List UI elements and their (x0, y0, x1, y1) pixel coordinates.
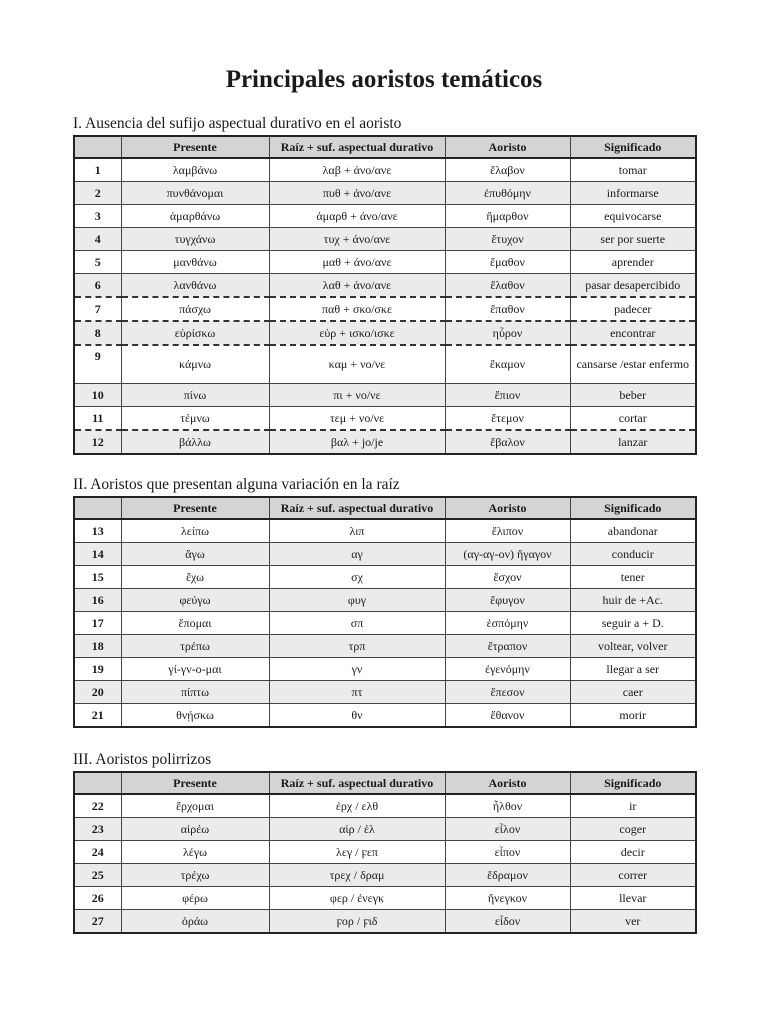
significado-cell: llevar (570, 887, 696, 910)
raiz-cell: τυχ + άνο/ανε (269, 228, 445, 251)
significado-cell: equivocarse (570, 205, 696, 228)
presente-cell: βάλλω (121, 430, 269, 454)
presente-cell: ἔρχομαι (121, 794, 269, 818)
significado-cell: voltear, volver (570, 635, 696, 658)
row-number: 5 (74, 251, 121, 274)
raiz-cell: λιπ (269, 519, 445, 543)
aoristo-cell: ἥμαρθον (445, 205, 570, 228)
row-number: 23 (74, 818, 121, 841)
raiz-cell: παθ + σκο/σκε (269, 297, 445, 321)
aoristo-cell: ἔτυχον (445, 228, 570, 251)
presente-cell: τρέχω (121, 864, 269, 887)
aoristo-cell: ἔβαλον (445, 430, 570, 454)
raiz-cell: βαλ + jo/je (269, 430, 445, 454)
raiz-cell: γν (269, 658, 445, 681)
raiz-cell: φυγ (269, 589, 445, 612)
row-number: 22 (74, 794, 121, 818)
significado-cell: llegar a ser (570, 658, 696, 681)
table-row (74, 251, 696, 274)
significado-cell: beber (570, 384, 696, 407)
table-row (74, 182, 696, 205)
row-number: 15 (74, 566, 121, 589)
aoristo-cell: ἤνεγκον (445, 887, 570, 910)
header-significado: Significado (570, 497, 696, 519)
aoristo-cell: ἔδραμον (445, 864, 570, 887)
presente-cell: πυνθάνομαι (121, 182, 269, 205)
aoristo-cell: ἔλαβον (445, 158, 570, 182)
presente-cell: ὁράω (121, 910, 269, 934)
presente-cell: ἕπομαι (121, 612, 269, 635)
header-aoristo: Aoristo (445, 497, 570, 519)
aoristo-cell: ἔτραπον (445, 635, 570, 658)
table-row (74, 704, 696, 728)
table-row (74, 345, 696, 384)
raiz-cell: σπ (269, 612, 445, 635)
table-row (74, 864, 696, 887)
header-presente: Presente (121, 497, 269, 519)
table-row (74, 430, 696, 454)
presente-cell: πάσχω (121, 297, 269, 321)
raiz-cell: πι + νο/νε (269, 384, 445, 407)
aoristo-cell: (αγ-αγ-ον) ἤγαγον (445, 543, 570, 566)
header-significado: Significado (570, 136, 696, 158)
row-number: 1 (74, 158, 121, 182)
aoristo-cell: ἔμαθον (445, 251, 570, 274)
significado-cell: tener (570, 566, 696, 589)
table-row (74, 635, 696, 658)
significado-cell: conducir (570, 543, 696, 566)
significado-cell: ser por suerte (570, 228, 696, 251)
aoristo-cell: ἔτεμον (445, 407, 570, 431)
row-number: 3 (74, 205, 121, 228)
aoristo-cell: ἔπαθον (445, 297, 570, 321)
significado-cell: padecer (570, 297, 696, 321)
significado-cell: coger (570, 818, 696, 841)
header-number (74, 772, 121, 794)
table-row (74, 228, 696, 251)
row-number: 2 (74, 182, 121, 205)
aoristo-cell: εἶπον (445, 841, 570, 864)
aorist-table (73, 771, 697, 934)
significado-cell: seguir a + D. (570, 612, 696, 635)
presente-cell: λέγω (121, 841, 269, 864)
table-row (74, 658, 696, 681)
aoristo-cell: ἦλθον (445, 794, 570, 818)
presente-cell: αἱρέω (121, 818, 269, 841)
header-raiz: Raíz + suf. aspectual durativo (269, 772, 445, 794)
row-number: 19 (74, 658, 121, 681)
table-row (74, 297, 696, 321)
table-body (74, 519, 696, 727)
significado-cell: morir (570, 704, 696, 728)
significado-cell: ir (570, 794, 696, 818)
table-row (74, 910, 696, 934)
header-aoristo: Aoristo (445, 772, 570, 794)
header-number (74, 136, 121, 158)
section-1 (73, 114, 695, 455)
aoristo-cell: ἐπυθόμην (445, 182, 570, 205)
table-header-row (74, 497, 696, 519)
raiz-cell: αγ (269, 543, 445, 566)
presente-cell: φεύγω (121, 589, 269, 612)
row-number: 11 (74, 407, 121, 431)
header-raiz: Raíz + suf. aspectual durativo (269, 136, 445, 158)
raiz-cell: καμ + νο/νε (269, 345, 445, 384)
raiz-cell: λεγ / ϝεπ (269, 841, 445, 864)
aoristo-cell: εἶδον (445, 910, 570, 934)
row-number: 16 (74, 589, 121, 612)
significado-cell: informarse (570, 182, 696, 205)
raiz-cell: εὑρ + ισκο/ισκε (269, 321, 445, 345)
significado-cell: aprender (570, 251, 696, 274)
aorist-table (73, 135, 697, 455)
row-number: 7 (74, 297, 121, 321)
raiz-cell: πτ (269, 681, 445, 704)
table-row (74, 274, 696, 298)
aoristo-cell: ἔφυγον (445, 589, 570, 612)
presente-cell: πίνω (121, 384, 269, 407)
section-heading: I. Ausencia del sufijo aspectual durativo en el aoristo (73, 115, 402, 132)
table-row (74, 407, 696, 431)
presente-cell: ἔχω (121, 566, 269, 589)
aorist-table (73, 496, 697, 728)
presente-cell: γί-γν-ο-μαι (121, 658, 269, 681)
presente-cell: πίπτω (121, 681, 269, 704)
table-row (74, 205, 696, 228)
aoristo-cell: ἑσπόμην (445, 612, 570, 635)
row-number: 25 (74, 864, 121, 887)
row-number: 8 (74, 321, 121, 345)
table-row (74, 818, 696, 841)
table-row (74, 841, 696, 864)
header-raiz: Raíz + suf. aspectual durativo (269, 497, 445, 519)
raiz-cell: πυθ + άνο/ανε (269, 182, 445, 205)
aoristo-cell: ἔπεσον (445, 681, 570, 704)
significado-cell: huir de +Ac. (570, 589, 696, 612)
significado-cell: abandonar (570, 519, 696, 543)
table-row (74, 519, 696, 543)
row-number: 18 (74, 635, 121, 658)
significado-cell: decir (570, 841, 696, 864)
row-number: 13 (74, 519, 121, 543)
table-row (74, 794, 696, 818)
presente-cell: εὑρίσκω (121, 321, 269, 345)
presente-cell: τρέπω (121, 635, 269, 658)
raiz-cell: τρπ (269, 635, 445, 658)
table-row (74, 887, 696, 910)
table-row (74, 612, 696, 635)
significado-cell: lanzar (570, 430, 696, 454)
table-row (74, 384, 696, 407)
significado-cell: correr (570, 864, 696, 887)
aoristo-cell: ἐγενόμην (445, 658, 570, 681)
row-number: 10 (74, 384, 121, 407)
row-number: 14 (74, 543, 121, 566)
presente-cell: λείπω (121, 519, 269, 543)
raiz-cell: σχ (269, 566, 445, 589)
aoristo-cell: ἔσχον (445, 566, 570, 589)
header-number (74, 497, 121, 519)
raiz-cell: θν (269, 704, 445, 728)
significado-cell: tomar (570, 158, 696, 182)
section-heading: III. Aoristos polirrizos (73, 751, 212, 768)
aoristo-cell: ηὗρον (445, 321, 570, 345)
section-2 (73, 475, 695, 728)
table-row (74, 543, 696, 566)
significado-cell: pasar desapercibido (570, 274, 696, 298)
significado-cell: ver (570, 910, 696, 934)
significado-cell: cortar (570, 407, 696, 431)
raiz-cell: τρεχ / δραμ (269, 864, 445, 887)
aoristo-cell: εἷλον (445, 818, 570, 841)
significado-cell: caer (570, 681, 696, 704)
table-header-row (74, 772, 696, 794)
aoristo-cell: ἔκαμον (445, 345, 570, 384)
aoristo-cell: ἔθανον (445, 704, 570, 728)
page-title: Principales aoristos temáticos (225, 66, 543, 93)
presente-cell: τυγχάνω (121, 228, 269, 251)
presente-cell: θνῄσκω (121, 704, 269, 728)
row-number: 24 (74, 841, 121, 864)
presente-cell: φέρω (121, 887, 269, 910)
table-row (74, 158, 696, 182)
table-row (74, 589, 696, 612)
significado-cell: cansarse /estar enfermo (570, 345, 696, 384)
table-body (74, 158, 696, 454)
row-number: 20 (74, 681, 121, 704)
table-header-row (74, 136, 696, 158)
presente-cell: μανθάνω (121, 251, 269, 274)
header-presente: Presente (121, 136, 269, 158)
row-number: 17 (74, 612, 121, 635)
raiz-cell: φερ / ἐνεγκ (269, 887, 445, 910)
raiz-cell: ἐρχ / ελθ (269, 794, 445, 818)
presente-cell: λαμβάνω (121, 158, 269, 182)
significado-cell: encontrar (570, 321, 696, 345)
aoristo-cell: ἔπιον (445, 384, 570, 407)
row-number: 21 (74, 704, 121, 728)
presente-cell: κάμνω (121, 345, 269, 384)
table-row (74, 321, 696, 345)
section-heading: II. Aoristos que presentan alguna variación en la raíz (73, 476, 400, 493)
row-number: 26 (74, 887, 121, 910)
row-number: 9 (74, 345, 121, 384)
raiz-cell: ἁμαρθ + άνο/ανε (269, 205, 445, 228)
header-aoristo: Aoristo (445, 136, 570, 158)
raiz-cell: ϝορ / ϝιδ (269, 910, 445, 934)
row-number: 4 (74, 228, 121, 251)
header-significado: Significado (570, 772, 696, 794)
raiz-cell: αἱρ / ἑλ (269, 818, 445, 841)
row-number: 6 (74, 274, 121, 298)
table-row (74, 566, 696, 589)
table-body (74, 794, 696, 933)
aoristo-cell: ἔλιπον (445, 519, 570, 543)
row-number: 12 (74, 430, 121, 454)
row-number: 27 (74, 910, 121, 934)
presente-cell: ἁμαρθάνω (121, 205, 269, 228)
presente-cell: τέμνω (121, 407, 269, 431)
raiz-cell: λαβ + άνο/ανε (269, 158, 445, 182)
presente-cell: ἄγω (121, 543, 269, 566)
raiz-cell: λαθ + άνο/ανε (269, 274, 445, 298)
aoristo-cell: ἔλαθον (445, 274, 570, 298)
section-3 (73, 750, 695, 934)
raiz-cell: μαθ + άνο/ανε (269, 251, 445, 274)
table-row (74, 681, 696, 704)
presente-cell: λανθάνω (121, 274, 269, 298)
raiz-cell: τεμ + νο/νε (269, 407, 445, 431)
header-presente: Presente (121, 772, 269, 794)
